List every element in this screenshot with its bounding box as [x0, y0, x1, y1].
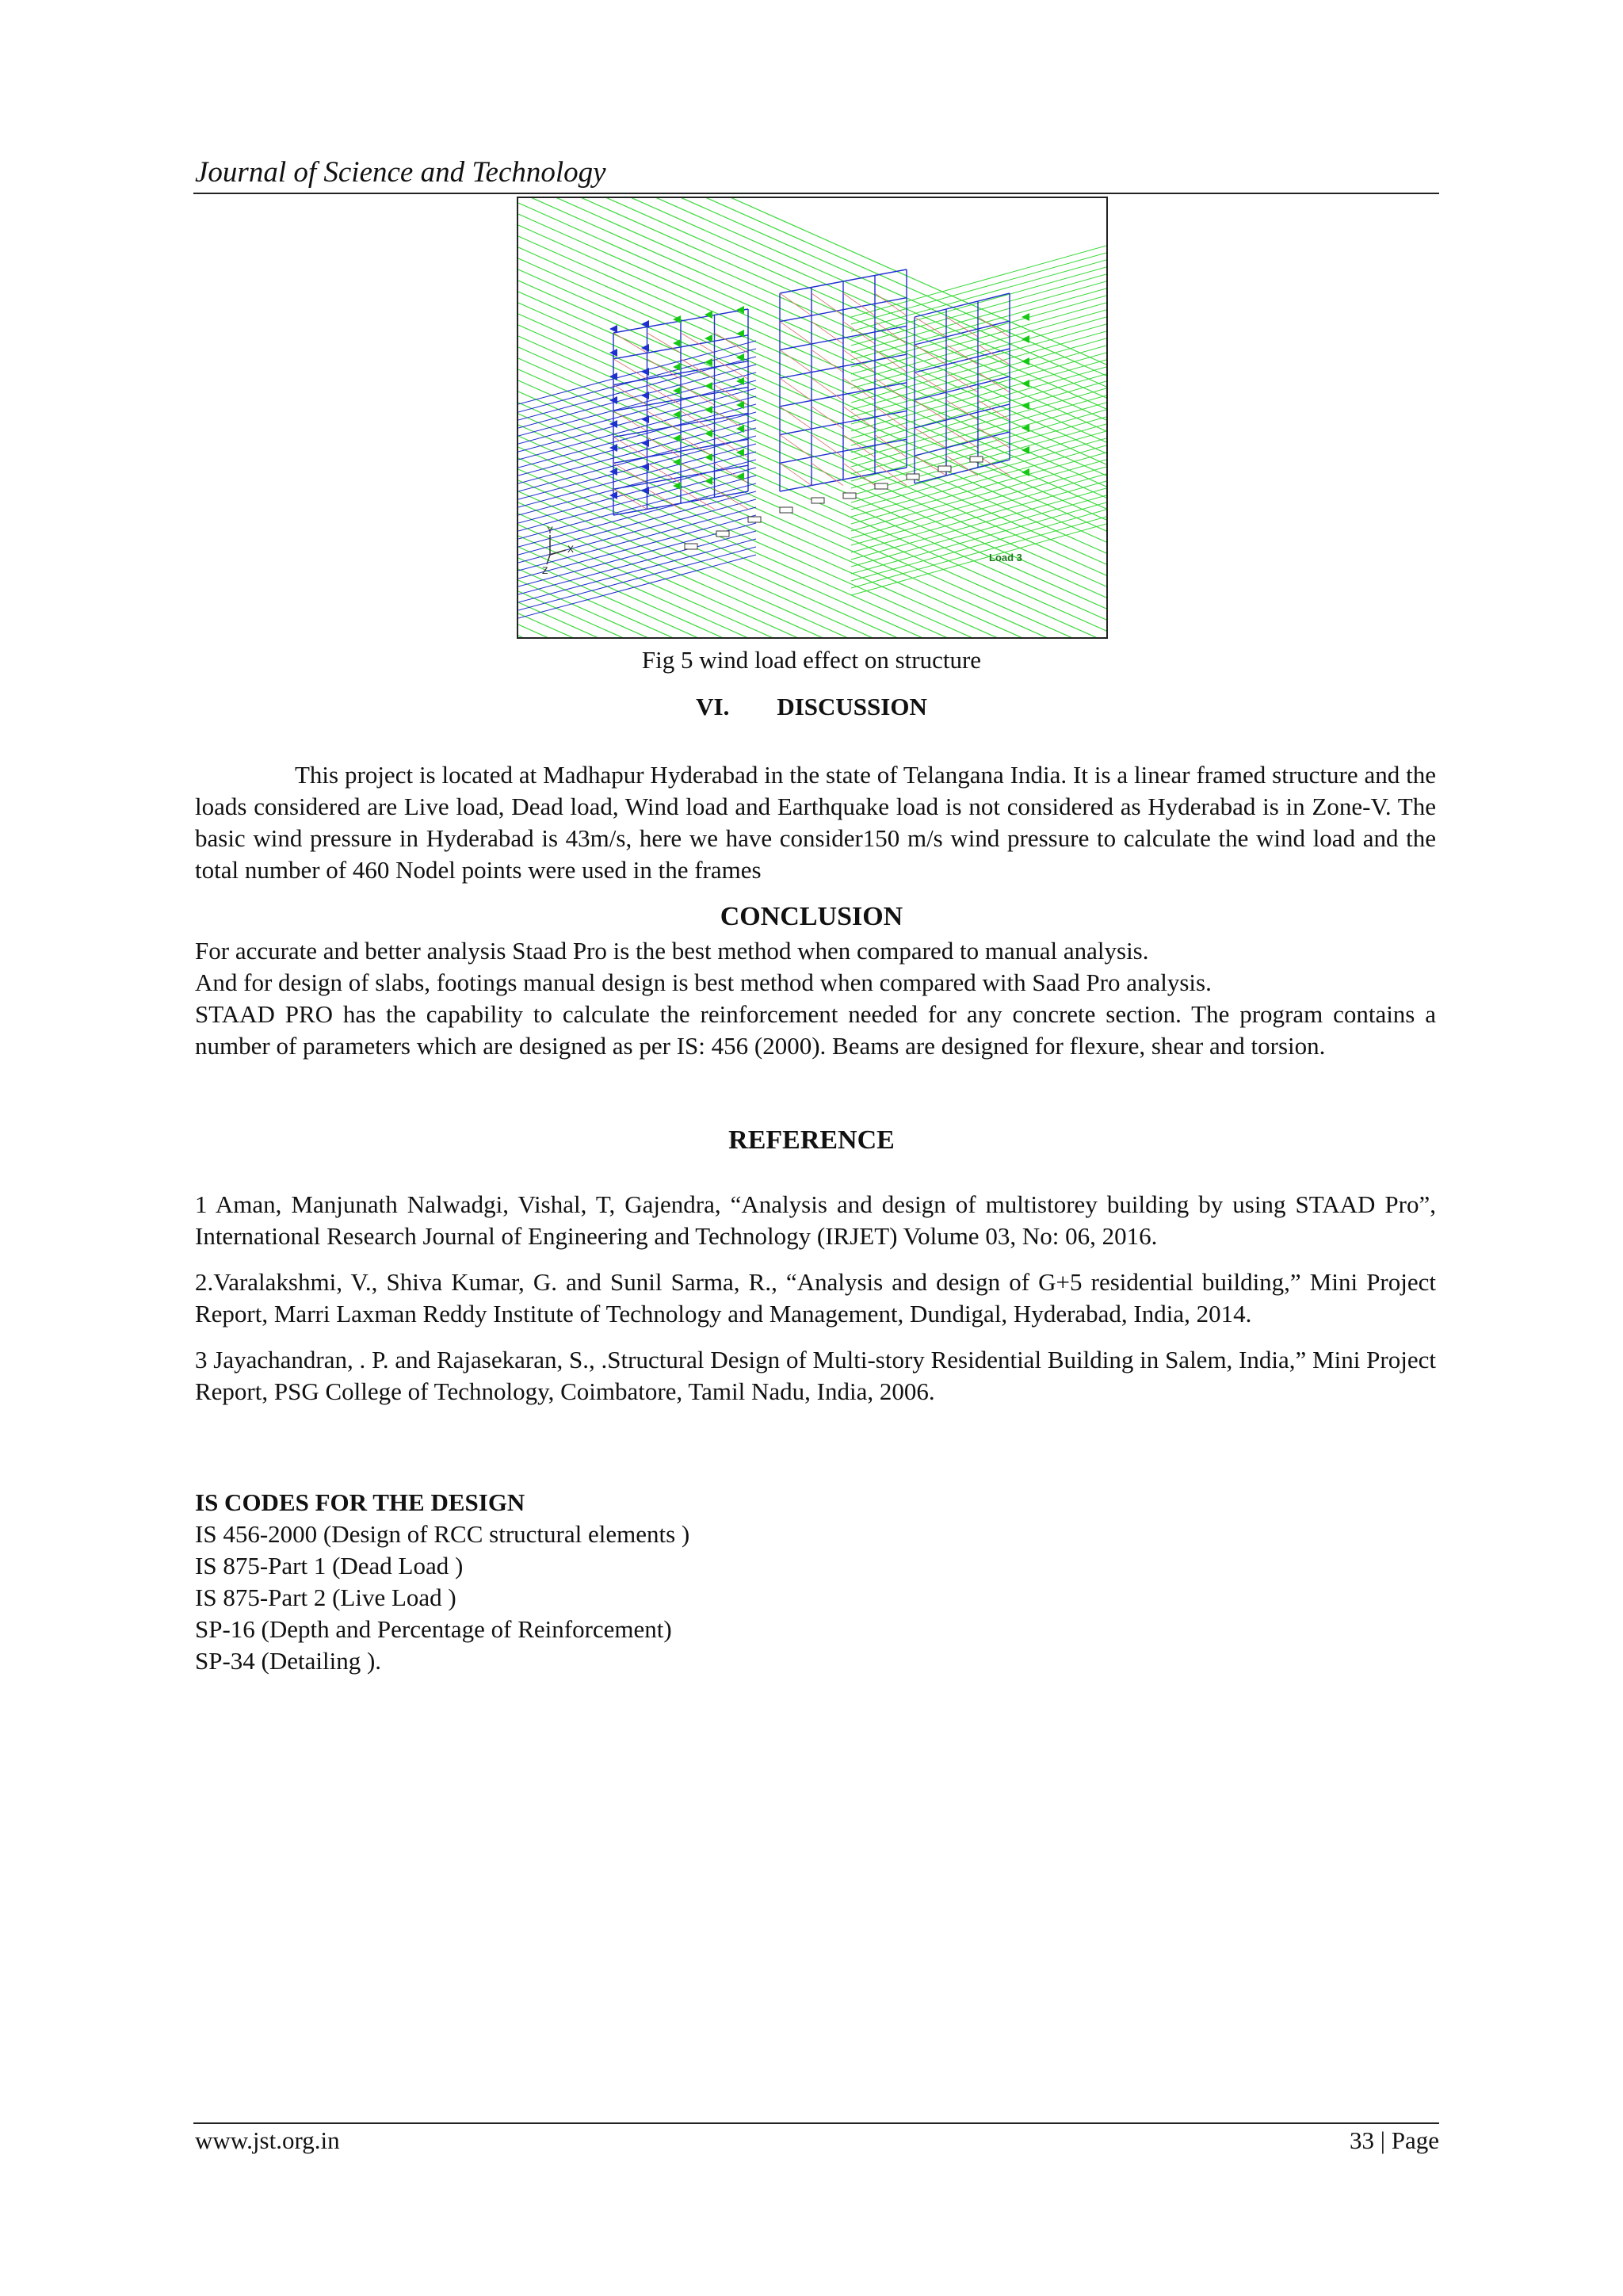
load-arrow: [736, 353, 744, 361]
is-code-item: SP-34 (Detailing ).: [195, 1647, 382, 1675]
load-arrow: [641, 415, 649, 423]
support-marker: [938, 466, 951, 472]
frame-line: [518, 380, 756, 444]
reference-heading: REFERENCE: [728, 1125, 895, 1155]
reference-item: 2.Varalakshmi, V., Shiva Kumar, G. and Sunil Sarma, R., “Analysis and design of G+5 residential building,” Mini Project Report, Marri Laxman Reddy Institute of Technology and Management, Dundigal, Hyderabad, India, 2014.: [195, 1268, 1436, 1328]
frame-line: [518, 444, 756, 507]
footer-page-number: 33 | Page: [1350, 2126, 1439, 2154]
figure-caption: Fig 5 wind load effect on structure: [641, 646, 982, 674]
slab-diagonal: [780, 435, 812, 457]
axis-y-label: Y: [547, 525, 554, 536]
structure-model-drawing: [518, 198, 1106, 637]
conclusion-line: And for design of slabs, footings manual design is best method when compared with Saad Pro analysis.: [195, 968, 1212, 996]
section-number: VI.: [696, 693, 730, 720]
load-arrow: [705, 382, 712, 390]
support-marker: [907, 474, 919, 479]
wind-line: [518, 358, 1106, 620]
load-arrow: [705, 334, 712, 342]
axis-triad: [542, 525, 574, 576]
load-arrow: [641, 487, 649, 495]
header-rule: [193, 193, 1439, 194]
load-arrow: [1022, 335, 1029, 343]
slab-diagonal: [875, 293, 907, 315]
frame-line: [518, 404, 756, 468]
frame-line: [518, 507, 756, 571]
wind-line: [518, 203, 1106, 464]
is-code-item: IS 875-Part 2 (Live Load ): [195, 1584, 456, 1611]
frame-line: [518, 460, 756, 523]
axis-z-label: Z: [542, 565, 548, 576]
support-marker: [812, 498, 824, 503]
reference-item: 1 Aman, Manjunath Nalwadgi, Vishal, T, Gajendra, “Analysis and design of multistorey building by using STAAD Pro”, International Research Journal of Engineering and Technology (IRJET) Volume 03, No: 06, 2016.: [195, 1190, 1436, 1250]
footer-website: www.jst.org.in: [195, 2126, 340, 2154]
axis-x-label: X: [567, 544, 575, 555]
wind-line: [518, 347, 1106, 609]
reference-list: [195, 1189, 1436, 1422]
load-arrow: [641, 463, 649, 471]
load-arrow: [1022, 380, 1029, 388]
conclusion-line: STAAD PRO has the capability to calculate the reinforcement needed for any concrete section. The program contains a number of parameters which are designed as per IS: 456 (2000). Beams are designed for flexure, shear and torsion.: [195, 1000, 1436, 1060]
is-code-item: SP-16 (Depth and Percentage of Reinforcement): [195, 1615, 672, 1643]
frame-line: [518, 341, 756, 404]
conclusion-line: For accurate and better analysis Staad Pro is the best method when compared to manual analysis.: [195, 937, 1149, 965]
support-marker: [748, 517, 761, 522]
load-arrow: [609, 325, 617, 333]
frame-line: [518, 452, 756, 515]
load-arrow: [1022, 313, 1029, 321]
frame-line: [518, 436, 756, 499]
load-arrow: [1022, 402, 1029, 410]
load-arrow: [736, 401, 744, 409]
wind-line: [518, 198, 1106, 365]
wind-load-lines: [518, 198, 1106, 637]
frame-line: [518, 491, 756, 555]
slab-diagonal: [915, 400, 946, 420]
is-codes-section: [195, 1487, 689, 1677]
slab-diagonal: [780, 407, 812, 429]
support-marker: [970, 457, 983, 462]
load-arrow: [705, 406, 712, 414]
wind-line: [518, 314, 1106, 575]
support-marker: [780, 507, 792, 513]
wind-load-figure: [517, 197, 1108, 639]
discussion-paragraph: This project is located at Madhapur Hyderabad in the state of Telangana India. It is a linear framed structure and the loads considered are Live load, Dead load, Wind load and Earthquake load is not considered as Hyderabad is in Zone-V. The basic wind pressure in Hyderabad is 43m/s, here we have consider150 m/s wind pressure to calculate the wind load and the total number of 460 Nodel points were used in the frames: [195, 761, 1436, 884]
wind-line: [518, 236, 1106, 498]
slab-diagonal: [978, 372, 1010, 392]
load-arrow: [1022, 357, 1029, 365]
journal-title: Journal of Science and Technology: [195, 156, 606, 189]
load-arrow: [641, 439, 649, 447]
load-arrow: [641, 344, 649, 352]
support-marker: [875, 483, 888, 489]
wind-line: [518, 247, 1106, 509]
support-marker: [685, 544, 697, 549]
wind-line: [518, 292, 1106, 553]
frame-line: [518, 388, 756, 452]
support-marker: [843, 493, 856, 499]
slab-diagonal: [613, 489, 647, 509]
slab-diagonal: [875, 322, 907, 344]
frame-line: [518, 515, 756, 579]
load-case-label: Load 3: [989, 552, 1022, 563]
reference-item: 3 Jayachandran, . P. and Rajasekaran, S., .Structural Design of Multi-story Residential Building in Salem, India,” Mini Project Report, PSG College of Technology, Coimbatore, Tamil Nadu, India, 2006.: [195, 1346, 1436, 1405]
load-arrow: [705, 311, 712, 319]
support-marker: [716, 531, 729, 537]
conclusion-body: [195, 935, 1436, 1062]
section-title: DISCUSSION: [777, 693, 927, 720]
wind-line: [518, 258, 1106, 520]
is-code-item: IS 456-2000 (Design of RCC structural elements ): [195, 1520, 690, 1548]
frame-line: [518, 555, 756, 618]
discussion-heading: [0, 693, 1623, 721]
is-code-item: IS 875-Part 1 (Dead Load ): [195, 1552, 464, 1580]
footer-rule: [193, 2122, 1439, 2124]
conclusion-heading: CONCLUSION: [720, 902, 903, 931]
is-codes-title: IS CODES FOR THE DESIGN: [195, 1488, 525, 1516]
slab-diagonal: [780, 293, 812, 315]
frame-line: [518, 547, 756, 610]
load-arrow: [705, 453, 712, 461]
frame-line: [518, 396, 756, 460]
